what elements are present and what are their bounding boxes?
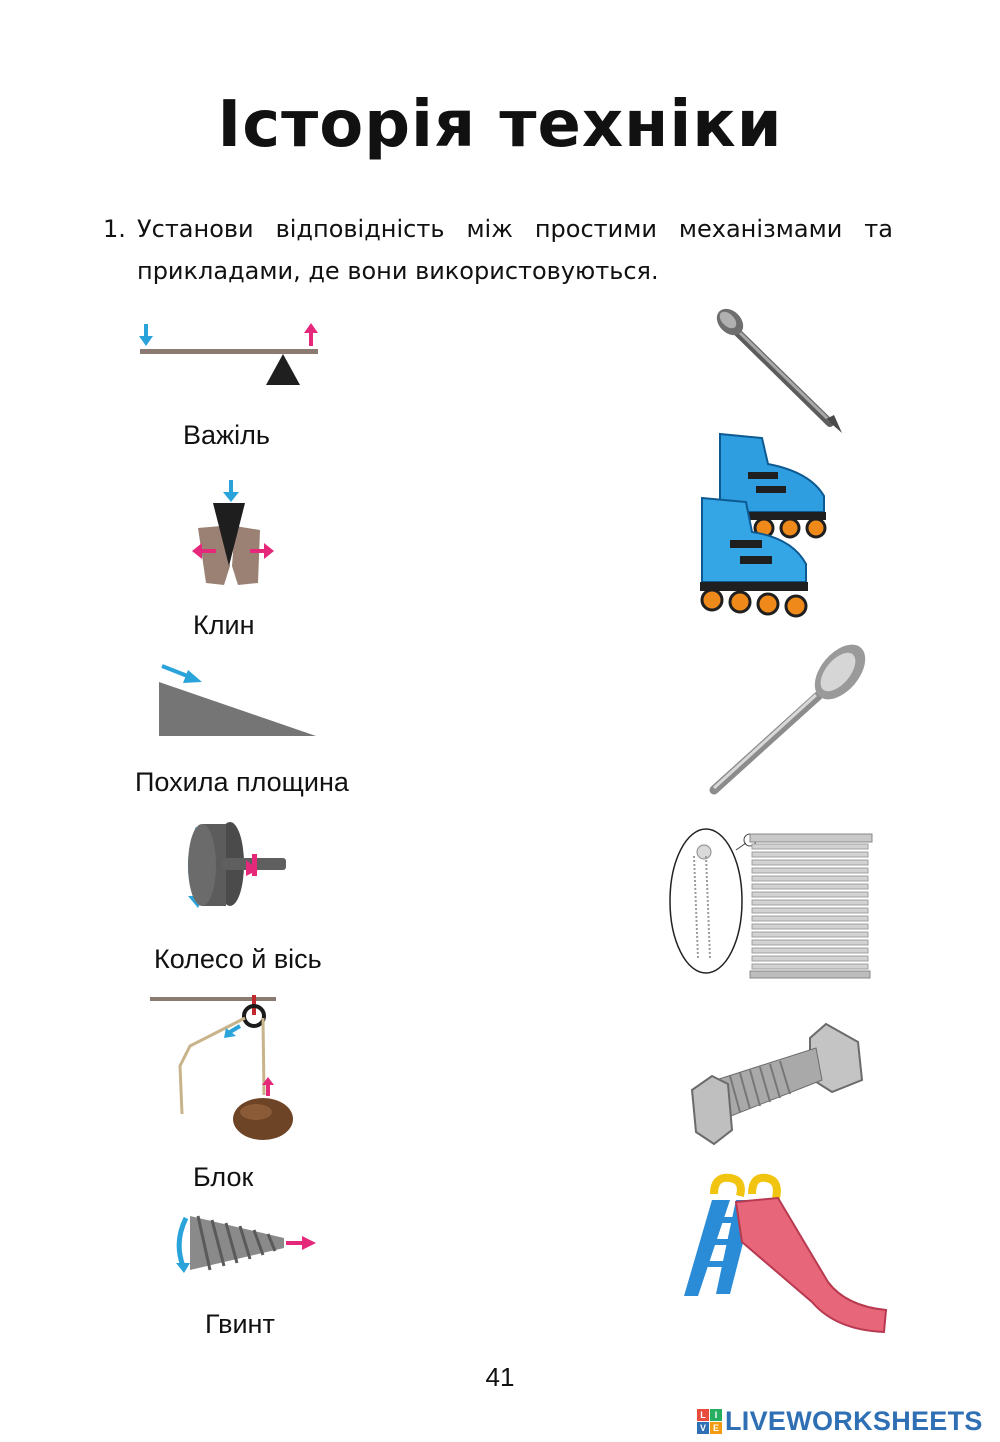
page-title: Історія техніки xyxy=(217,88,783,162)
playground-slide-image[interactable] xyxy=(678,1172,892,1340)
bolt-and-nut-image[interactable] xyxy=(686,1020,868,1148)
label-lever: Важіль xyxy=(183,420,270,450)
page-number: 41 xyxy=(485,1362,515,1392)
label-screw: Гвинт xyxy=(205,1309,275,1339)
lever-icon[interactable] xyxy=(132,318,332,390)
logo-letter-i: I xyxy=(710,1409,722,1421)
inclined-plane-icon[interactable] xyxy=(156,662,322,740)
label-inclined-plane: Похила площина xyxy=(135,767,349,797)
logo-letter-v: V xyxy=(697,1422,709,1434)
wedge-icon[interactable] xyxy=(188,478,278,586)
logo-letter-l: L xyxy=(697,1409,709,1421)
wheel-and-axle-icon[interactable] xyxy=(182,818,292,912)
task-number: 1. xyxy=(103,215,126,243)
label-wedge: Клин xyxy=(193,610,255,640)
label-wheel-and-axle: Колесо й вісь xyxy=(154,944,322,974)
liveworksheets-brand[interactable] xyxy=(697,1406,983,1437)
window-blinds-image[interactable] xyxy=(666,826,878,982)
task-text: Установи відповідність між простими механізмами та прикладами, де вони використовуються. xyxy=(137,215,893,285)
pulley-icon[interactable] xyxy=(148,992,298,1142)
roller-skates-image[interactable] xyxy=(690,428,845,628)
spoon-image[interactable] xyxy=(700,638,870,803)
brand-name: LIVEWORKSHEETS xyxy=(725,1406,983,1436)
label-pulley: Блок xyxy=(193,1162,254,1192)
screw-icon[interactable] xyxy=(174,1212,320,1274)
logo-letter-e: E xyxy=(710,1422,722,1434)
nail-image[interactable] xyxy=(712,305,847,435)
liveworksheets-logo-icon xyxy=(697,1409,722,1434)
